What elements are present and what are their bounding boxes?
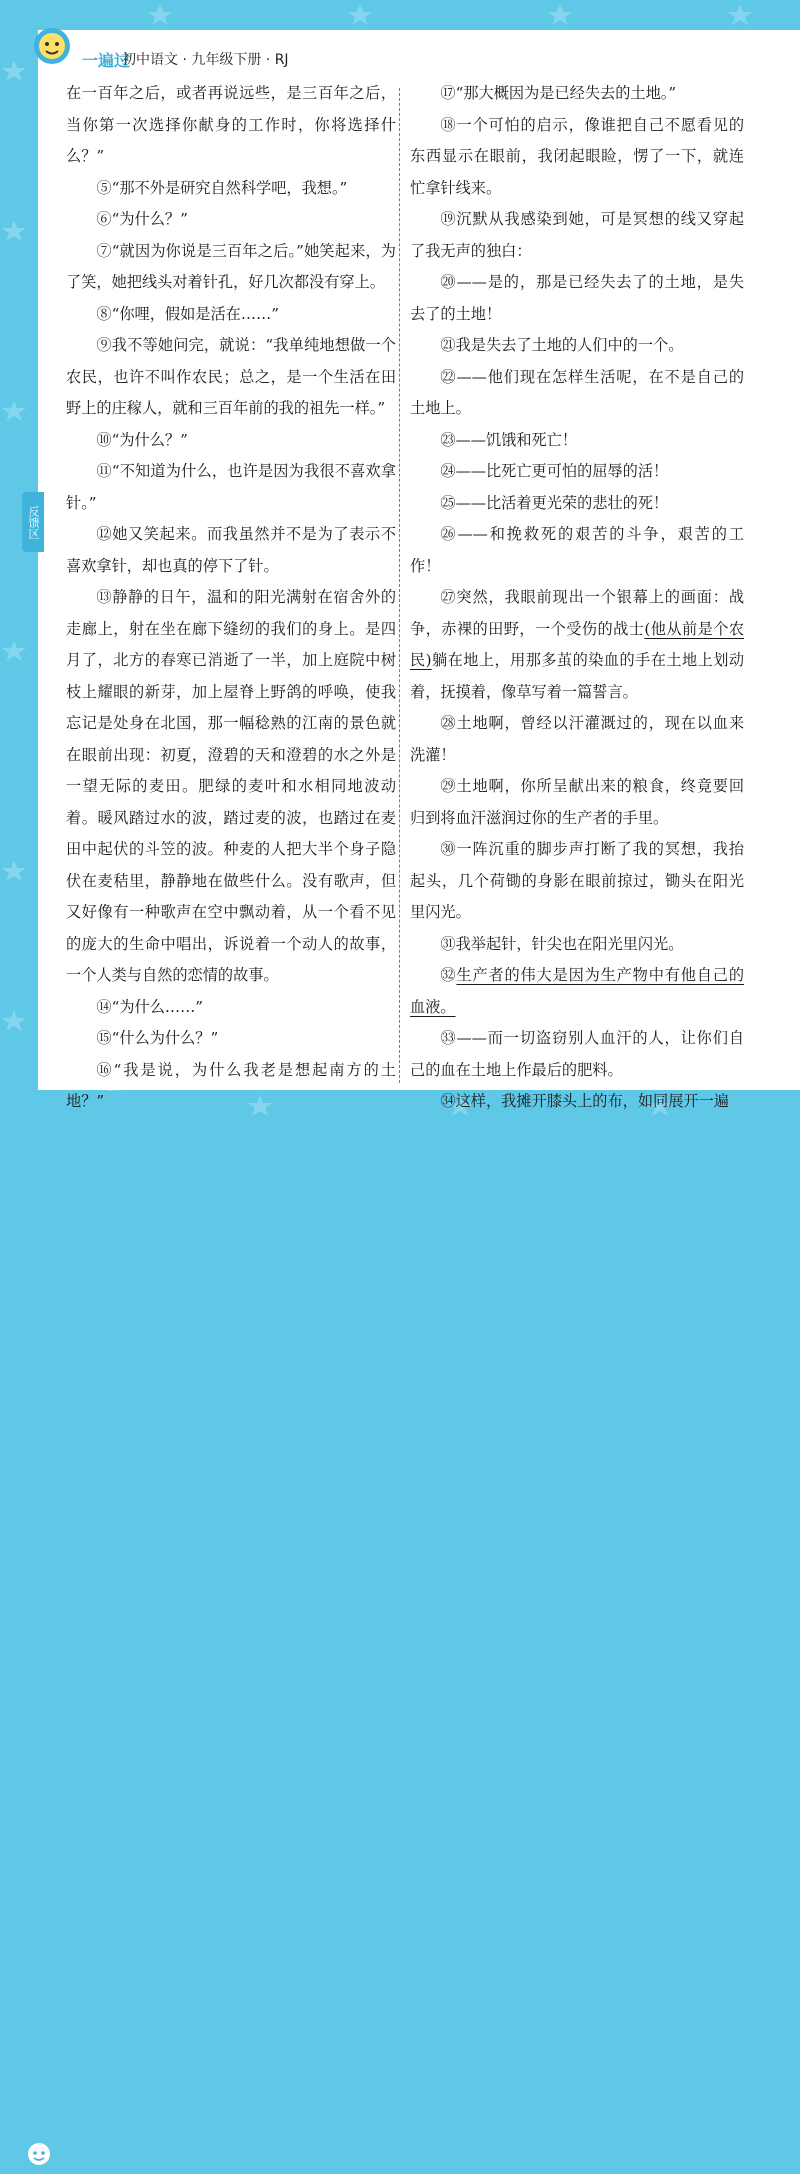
left-column xyxy=(66,78,396,1118)
feedback-side-tab[interactable]: 反馈区 xyxy=(22,492,44,552)
paragraph-text: ㉗突然，我眼前现出一个银幕上的画面：战争，赤裸的田野，一个受伤的战士 xyxy=(410,588,744,638)
paragraph: ⑧“你哩，假如是活在……” xyxy=(96,304,279,323)
paragraph: ㉚一阵沉重的脚步声打断了我的冥想，我抬起头，几个荷锄的身影在眼前掠过，锄头在阳光里闪光。 xyxy=(410,840,744,921)
paragraph: ⑤“那不外是研究自然科学吧，我想。” xyxy=(96,178,348,197)
paragraph xyxy=(410,582,744,708)
paragraph: ⑩“为什么？” xyxy=(96,430,188,449)
footer-slogan: 上遍过提分 下课能预测 xyxy=(100,1077,138,1092)
paragraph: 在一百年之后，或者再说远些，是三百年之后，当你第一次选择你献身的工作时，你将选择什么？” xyxy=(66,84,396,165)
paragraph: ⑦“就因为你说是三百年之后。”她笑起来，为了笑，她把线头对着针孔，好几次都没有穿上。 xyxy=(66,241,396,291)
paragraph: ㉒——他们现在怎样生活呢，在不是自己的土地上。 xyxy=(410,367,744,417)
paragraph: ⑳——是的，那是已经失去了的土地，是失去了的土地！ xyxy=(410,273,744,323)
underlined-sentence: (他从前是个农民) xyxy=(410,619,745,669)
column-divider xyxy=(399,88,400,1083)
paragraph: ㉓——饥饿和死亡！ xyxy=(440,430,578,449)
paragraph: ㉙土地啊，你所呈献出来的粮食，终竟要回归到将血汗滋润过你的生产者的手里。 xyxy=(410,777,744,827)
paragraph: ㉑我是失去了土地的人们中的一个。 xyxy=(440,336,684,354)
right-column xyxy=(410,78,744,1118)
paragraph: ⑭“为什么……” xyxy=(96,997,204,1016)
paragraph-text: 躺在地上，用那多茧的染血的手在土地上划动着，抚摸着，像草写着一篇誓言。 xyxy=(410,651,745,701)
paragraph: ㉘土地啊，曾经以汗灌溉过的，现在以血来洗灌！ xyxy=(410,714,744,764)
page-number: 011 xyxy=(52,1075,91,1095)
paragraph: ⑱一个可怕的启示，像谁把自己不愿看见的东西显示在眼前，我闭起眼睑，愣了一下，就连忙拿针线来。 xyxy=(410,115,744,197)
paragraph: ⑯“我是说，为什么我老是想起南方的土地？” xyxy=(66,1060,396,1110)
paragraph: ㉕——比活着更光荣的悲壮的死！ xyxy=(440,493,669,512)
paragraph xyxy=(410,960,744,1023)
paragraph: ㉛我举起针，针尖也在阳光里闪光。 xyxy=(440,934,684,953)
underlined-sentence: 生产者的伟大是因为生产物中有他自己的血液。 xyxy=(410,966,745,1016)
paragraph: ⑨我不等她问完，就说：“我单纯地想做一个农民，也许不叫作农民；总之，是一个生活在田野上的庄稼人，就和三百年前的我的祖先一样。” xyxy=(66,336,396,417)
paragraph: ⑰“那大概因为是已经失去的土地。” xyxy=(440,84,677,102)
paragraph: ⑥“为什么？” xyxy=(96,210,188,228)
paragraph: ⑫她又笑起来。而我虽然并不是为了表示不喜欢拿针，却也真的停下了针。 xyxy=(66,525,396,575)
paragraph-text: ㉜ xyxy=(440,966,457,984)
paragraph: ⑬静静的日午，温和的阳光满射在宿舍外的走廊上，射在坐在廊下缝纫的我们的身上。是四月了，北方的春寒已消逝了一半，加上庭院中树枝上耀眼的新芽，加上屋脊上野鸽的呼唤，使我忘记是处身在北国，那一幅稔熟的江南的景色就在眼前出现：初夏，澄碧的天和澄碧的水之外是一望无际的麦田。肥绿的麦叶和水相同地波动着。暖风踏过水的波，踏过麦的波，也踏过在麦田中起伏的斗笠的波。种麦的人把大半个身子隐伏在麦秸里，静静地在做些什么。没有歌声，但又好像有一种歌声在空中飘动着，从一个看不见的庞大的生命中唱出，诉说着一个动人的故事，一个人类与自然的恋情的故事。 xyxy=(66,588,396,984)
paragraph: ㉝——而一切盗窃别人血汗的人，让你们自己的血在土地上作最后的肥料。 xyxy=(410,1029,744,1079)
paragraph: ㉞这样，我摊开膝头上的布，如同展开一遍 xyxy=(440,1092,729,1110)
mascot-footer-icon xyxy=(24,2140,54,2174)
paragraph: ㉖——和挽救死的艰苦的斗争，艰苦的工作！ xyxy=(410,525,744,575)
paragraph: ㉔——比死亡更可怕的屈辱的活！ xyxy=(440,462,669,480)
paragraph: ⑮“什么为什么？” xyxy=(96,1029,219,1047)
subject-title: 初中语文 · 九年级下册 · RJ xyxy=(122,52,289,68)
mascot-logo-icon xyxy=(30,24,74,68)
paragraph: ⑲沉默从我感染到她，可是冥想的线又穿起了我无声的独白： xyxy=(410,210,744,260)
textbook-page xyxy=(38,30,800,1110)
paragraph: ⑪“不知道为什么，也许是因为我很不喜欢拿针。” xyxy=(66,462,396,512)
page-header xyxy=(38,30,800,82)
series-title: 一遍过 xyxy=(82,51,131,70)
